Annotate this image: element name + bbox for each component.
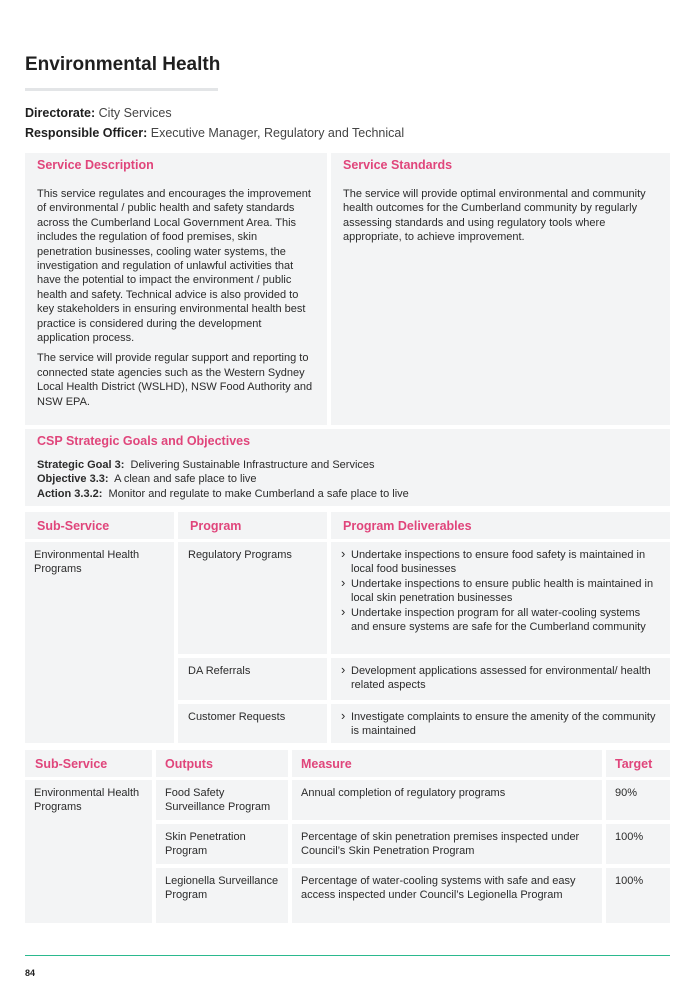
officer-label: Responsible Officer: [25,126,148,140]
csp-action-value: Monitor and regulate to make Cumberland a safe place to live [108,487,409,500]
target-value: 90% [615,787,638,799]
table-row [292,824,602,864]
page-number: 84 [25,968,36,978]
service-description-panel [25,153,327,425]
service-standards-panel [331,153,670,425]
outputs-header-measure [292,750,602,777]
outputs-header-target [606,750,670,777]
service-standards-para: The service will provide optimal environmental and community health outcomes for the Cumberland community by regularly assessing standards and using regulatory tools where appropriate, to achieve improvement. [343,188,646,244]
programs-header-program [178,512,327,539]
outputs-subservice-cell [25,780,152,923]
directorate-label: Directorate: [25,106,96,120]
footer-divider [25,955,670,956]
table-row [178,704,327,743]
outputs-header-outputs-label: Outputs [165,757,213,771]
directorate-line [25,106,172,120]
list-item: › Development applications assessed for environmental/ health related aspects [341,664,660,693]
service-description-heading: Service Description [37,158,154,172]
outputs-header-subservice-label: Sub-Service [35,757,108,771]
target-value: 100% [615,831,644,843]
table-row [178,658,327,700]
service-description-para2: The service will provide regular support and reporting to connected state agencies such as the Western Sydney Local Health District (WSLHD), NSW Food Authority and NSW EPA. [37,352,313,408]
programs-subservice-cell [25,542,174,743]
service-description-para1: This service regulates and encourages the improvement of environmental / public health and safety standards across the Cumberland Local Government Area. This includes the regulation of food premises, skin penetration businesses, cooling water systems, the investigation and regulation of unlawful activities that have the potential to impact the environment / public health and safety. Technical advice is also provided to key stakeholders in ensuring environmental health best practice is considered during the development application process. [37,188,311,345]
table-row [331,658,670,700]
programs-header-program-label: Program [190,519,242,533]
table-row [292,868,602,923]
csp-panel [25,429,670,506]
target-value: 100% [615,875,644,887]
page-title: Environmental Health [25,54,221,75]
csp-objective-line [37,472,658,486]
csp-goal-line [37,458,658,472]
deliverables-list [341,664,660,693]
outputs-header-target-label: Target [615,757,653,771]
output-name: Legionella Surveillance Program [165,875,279,902]
outputs-header-measure-label: Measure [301,757,352,771]
directorate-value: City Services [98,106,172,120]
program-name: DA Referrals [188,665,251,677]
csp-action-line [37,487,658,501]
csp-heading: CSP Strategic Goals and Objectives [37,434,251,448]
measure-text: Percentage of water-cooling systems with safe and easy access inspected under Council’s Legionella Program [301,875,576,902]
table-row [156,824,288,864]
list-item: › Undertake inspections to ensure food safety is maintained in local food businesses [341,548,660,577]
programs-header-deliverables-label: Program Deliverables [343,519,472,533]
table-row [178,542,327,654]
outputs-header-subservice [25,750,152,777]
programs-header-subservice-label: Sub-Service [37,519,110,533]
program-name: Regulatory Programs [188,549,292,561]
table-row [156,780,288,820]
program-name: Customer Requests [188,711,286,723]
deliverables-list [341,548,660,634]
csp-objective-value: A clean and safe place to live [114,473,257,486]
table-row [292,780,602,820]
programs-header-deliverables [331,512,670,539]
programs-header-subservice [25,512,174,539]
list-item: › Undertake inspections to ensure public health is maintained in local skin penetration businesses [341,577,660,606]
measure-text: Percentage of skin penetration premises inspected under Council’s Skin Penetration Program [301,831,580,858]
table-row [331,704,670,743]
measure-text: Annual completion of regulatory programs [301,787,506,799]
table-row [606,780,670,820]
table-row [156,868,288,923]
output-name: Food Safety Surveillance Program [165,787,271,814]
title-underline [25,88,218,91]
csp-goal-label: Strategic Goal 3: [37,459,125,471]
table-row [606,824,670,864]
deliverables-list [341,710,660,739]
table-row [331,542,670,654]
list-item: › Investigate complaints to ensure the amenity of the community is maintained [341,710,660,739]
table-row [606,868,670,923]
list-item: › Undertake inspection program for all water-cooling systems and ensure systems are safe for the Cumberland community [341,606,660,635]
outputs-header-outputs [156,750,288,777]
csp-objective-label: Objective 3.3: [37,473,109,486]
programs-subservice-text: Environmental Health Programs [34,549,140,576]
service-standards-heading: Service Standards [343,158,453,172]
officer-line [25,126,404,140]
csp-goal-value: Delivering Sustainable Infrastructure and Services [130,459,375,471]
outputs-subservice-text: Environmental Health Programs [34,787,140,814]
csp-action-label: Action 3.3.2: [37,487,103,500]
output-name: Skin Penetration Program [165,831,246,858]
officer-value: Executive Manager, Regulatory and Technical [150,126,405,140]
